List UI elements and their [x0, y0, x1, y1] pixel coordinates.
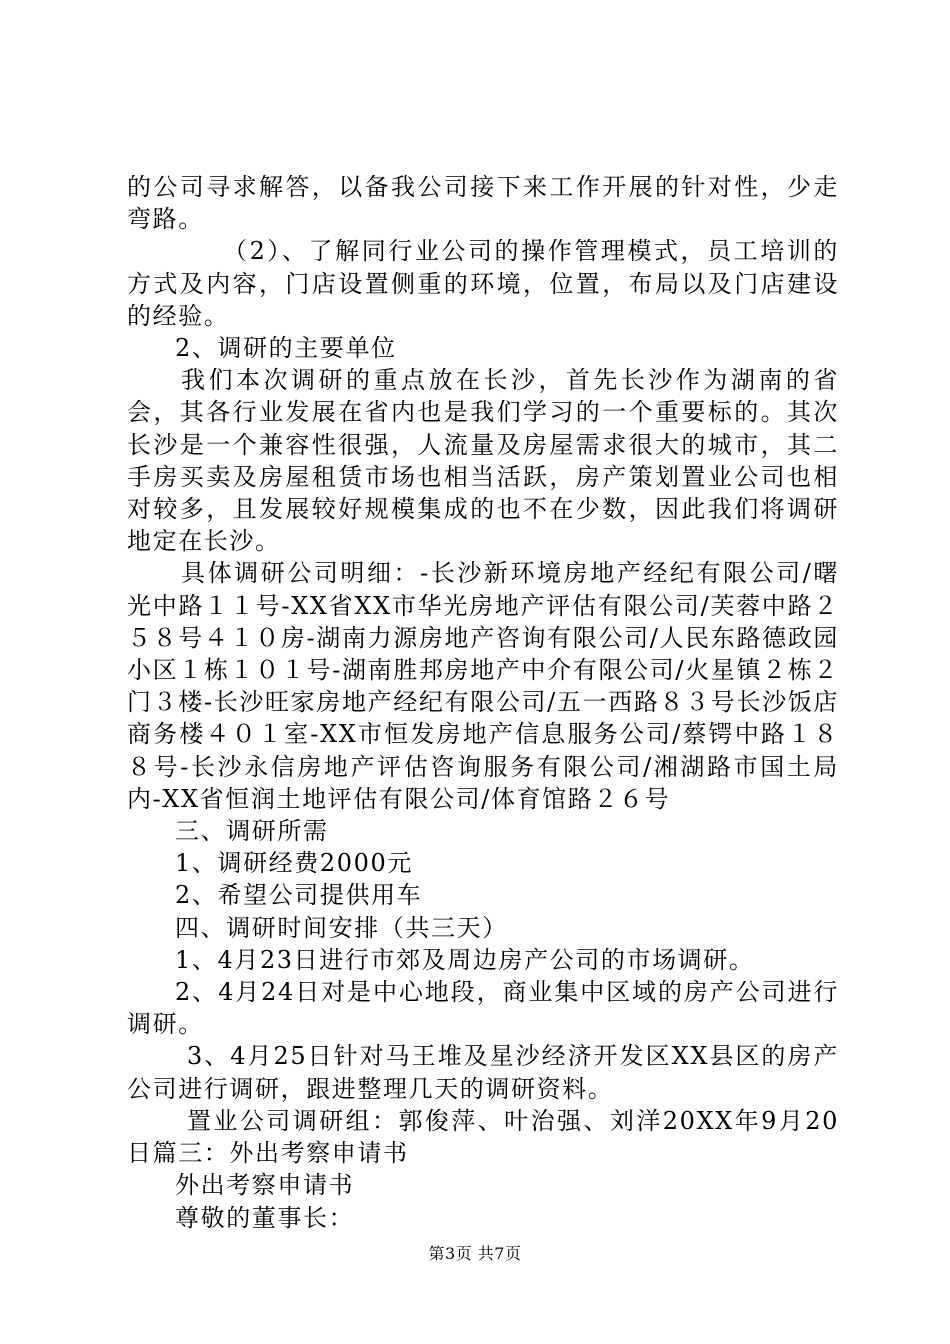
document-body [127, 171, 839, 1234]
list-item-vehicle: 2、希望公司提供用车 [175, 881, 423, 910]
schedule-item-day3: 3、4月25日针对马王堆及星沙经济开发区XX县区的房产公司进行调研，跟进整理几天的调研资料。 [127, 1042, 839, 1103]
schedule-item-day2: 2、4月24日对是中心地段，商业集中区域的房产公司进行调研。 [127, 978, 839, 1039]
page-footer: 第3页 共7页 [428, 1244, 522, 1263]
salutation: 尊敬的董事长： [175, 1203, 355, 1232]
list-item-budget: 1、调研经费2000元 [175, 849, 413, 878]
section-heading-units: 2、调研的主要单位 [175, 334, 397, 363]
section-heading-schedule: 四、调研时间安排（共三天） [175, 913, 508, 942]
schedule-item-day1: 1、4月23日进行市郊及周边房产公司的市场调研。 [175, 945, 755, 974]
paragraph-continuation: 的公司寻求解答，以备我公司接下来工作开展的针对性，少走弯路。 [127, 173, 839, 234]
paragraph-changsha-focus: 我们本次调研的重点放在长沙，首先长沙作为湖南的省会，其各行业发展在省内也是我们学习的一个重要标的。其次长沙是一个兼容性很强，人流量及房屋需求很大的城市，其二手房买卖及房屋租赁市场也相当活跃，房产策划置业公司也相对较多，且发展较好规模集成的也不在少数，因此我们将调研地定在长沙。 [127, 366, 839, 556]
signature-line: 置业公司调研组：郭俊萍、叶治强、刘洋20XX年9月20日篇三：外出考察申请书 [127, 1106, 839, 1168]
paragraph-item-2: （2）、了解同行业公司的操作管理模式，员工培训的方式及内容，门店设置侧重的环境，位置，布局以及门店建设的经验。 [127, 237, 839, 330]
section-heading-needs: 三、调研所需 [175, 817, 329, 846]
paragraph-company-list: 具体调研公司明细：-长沙新环境房地产经纪有限公司/曙光中路１１号-XX省XX市华光房地产评估有限公司/芙蓉中路２５８号４１０房-湖南力源房地产咨询有限公司/人民东路德政园小区１栋１０１号-湖南胜邦房地产中介有限公司/火星镇２栋２门３楼-长沙旺家房地产经纪有限公司/五一西路８３号长沙饭店商务楼４０１室-XX市恒发房地产信息服务公司/蔡锷中路１８８号-长沙永信房地产评估咨询服务有限公司/湘湖路市国土局内-XX省恒润土地评估有限公司/体育馆路２６号 [127, 559, 839, 813]
application-title: 外出考察申请书 [175, 1171, 355, 1200]
